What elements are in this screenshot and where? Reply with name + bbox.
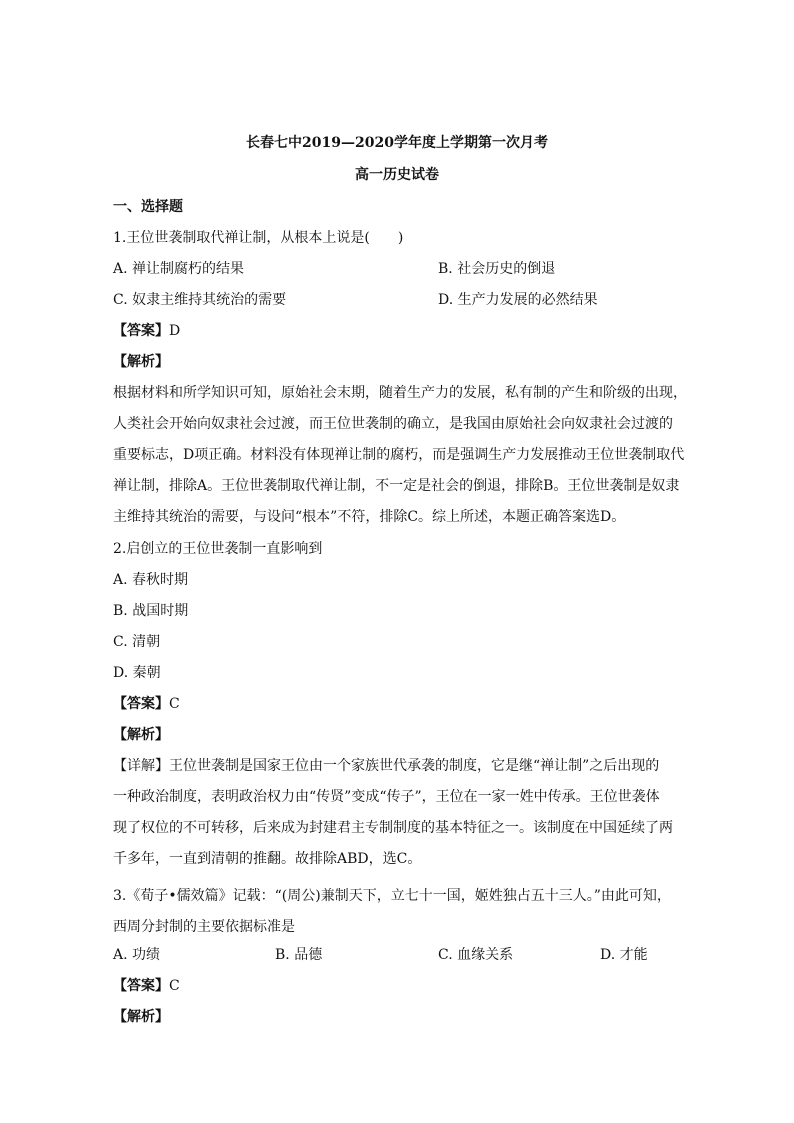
question-3-analysis-label: 【解析】 bbox=[113, 1009, 169, 1025]
section-heading: 一、选择题 bbox=[113, 199, 183, 215]
answer-label: 【答案】 bbox=[113, 323, 169, 339]
stem-line: 3.《荀子•儒效篇》记载：“(周公)兼制天下，立七十一国，姬姓独占五十三人。”由此可知， bbox=[113, 888, 671, 904]
question-2-stem: 2.启创立的王位世袭制一直影响到 bbox=[113, 541, 323, 557]
question-1-analysis-label: 【解析】 bbox=[113, 354, 169, 370]
analysis-line: 主维持其统治的需要，与设问“根本”不符，排除C。综上所述，本题正确答案选D。 bbox=[113, 509, 626, 525]
question-1-option-c: C. 奴隶主维持其统治的需要 bbox=[113, 292, 287, 308]
answer-value: D bbox=[169, 323, 181, 339]
question-1-analysis bbox=[113, 378, 687, 533]
question-1-option-b: B. 社会历史的倒退 bbox=[438, 261, 556, 277]
exam-subtitle: 高一历史试卷 bbox=[355, 167, 439, 183]
question-2-detail bbox=[113, 751, 683, 875]
stem-line: 西周分封制的主要依据标准是 bbox=[113, 919, 295, 935]
question-1-answer bbox=[113, 321, 180, 341]
detail-line: 【详解】王位世袭制是国家王位由一个家族世代承袭的制度，它是继“禅让制”之后出现的 bbox=[113, 758, 660, 774]
analysis-line: 人类社会开始向奴隶社会过渡，而王位世袭制的确立，是我国由原始社会向奴隶社会过渡的 bbox=[113, 416, 673, 432]
question-2-option-d: D. 秦朝 bbox=[113, 665, 161, 681]
answer-value: C bbox=[169, 978, 180, 994]
question-1-option-d: D. 生产力发展的必然结果 bbox=[438, 292, 598, 308]
answer-label: 【答案】 bbox=[113, 978, 169, 994]
question-2-option-c: C. 清朝 bbox=[113, 634, 161, 650]
question-2-analysis-label: 【解析】 bbox=[113, 727, 169, 743]
answer-label: 【答案】 bbox=[113, 696, 169, 712]
analysis-line: 根据材料和所学知识可知，原始社会末期，随着生产力的发展，私有制的产生和阶级的出现， bbox=[113, 385, 687, 401]
question-3-stem bbox=[113, 881, 683, 943]
question-3-answer bbox=[113, 976, 180, 996]
question-3-option-b: B. 品德 bbox=[275, 947, 323, 963]
analysis-line: 重要标志，D项正确。材料没有体现禅让制的腐朽，而是强调生产力发展推动王位世袭制取代 bbox=[113, 447, 685, 463]
detail-line: 千多年，一直到清朝的推翻。故排除ABD，选C。 bbox=[113, 851, 422, 867]
question-1-stem: 1.王位世袭制取代禅让制，从根本上说是( ) bbox=[113, 230, 404, 246]
question-3-option-a: A. 功绩 bbox=[113, 947, 161, 963]
detail-line: 一种政治制度，表明政治权力由“传贤”变成“传子”，王位在一家一姓中传承。王位世袭体 bbox=[113, 789, 660, 805]
question-2-option-a: A. 春秋时期 bbox=[113, 572, 189, 588]
answer-value: C bbox=[169, 696, 180, 712]
analysis-line: 禅让制，排除A。王位世袭制取代禅让制，不一定是社会的倒退，排除B。王位世袭制是奴隶 bbox=[113, 478, 680, 494]
detail-line: 现了权位的不可转移，后来成为封建君主专制制度的基本特征之一。该制度在中国延续了两 bbox=[113, 820, 673, 836]
question-3-option-d: D. 才能 bbox=[600, 947, 648, 963]
exam-title: 长春七中2019—2020学年度上学期第一次月考 bbox=[246, 135, 548, 151]
question-2-answer bbox=[113, 694, 180, 714]
question-2-option-b: B. 战国时期 bbox=[113, 603, 189, 619]
question-3-option-c: C. 血缘关系 bbox=[438, 947, 514, 963]
question-1-option-a: A. 禅让制腐朽的结果 bbox=[113, 261, 245, 277]
